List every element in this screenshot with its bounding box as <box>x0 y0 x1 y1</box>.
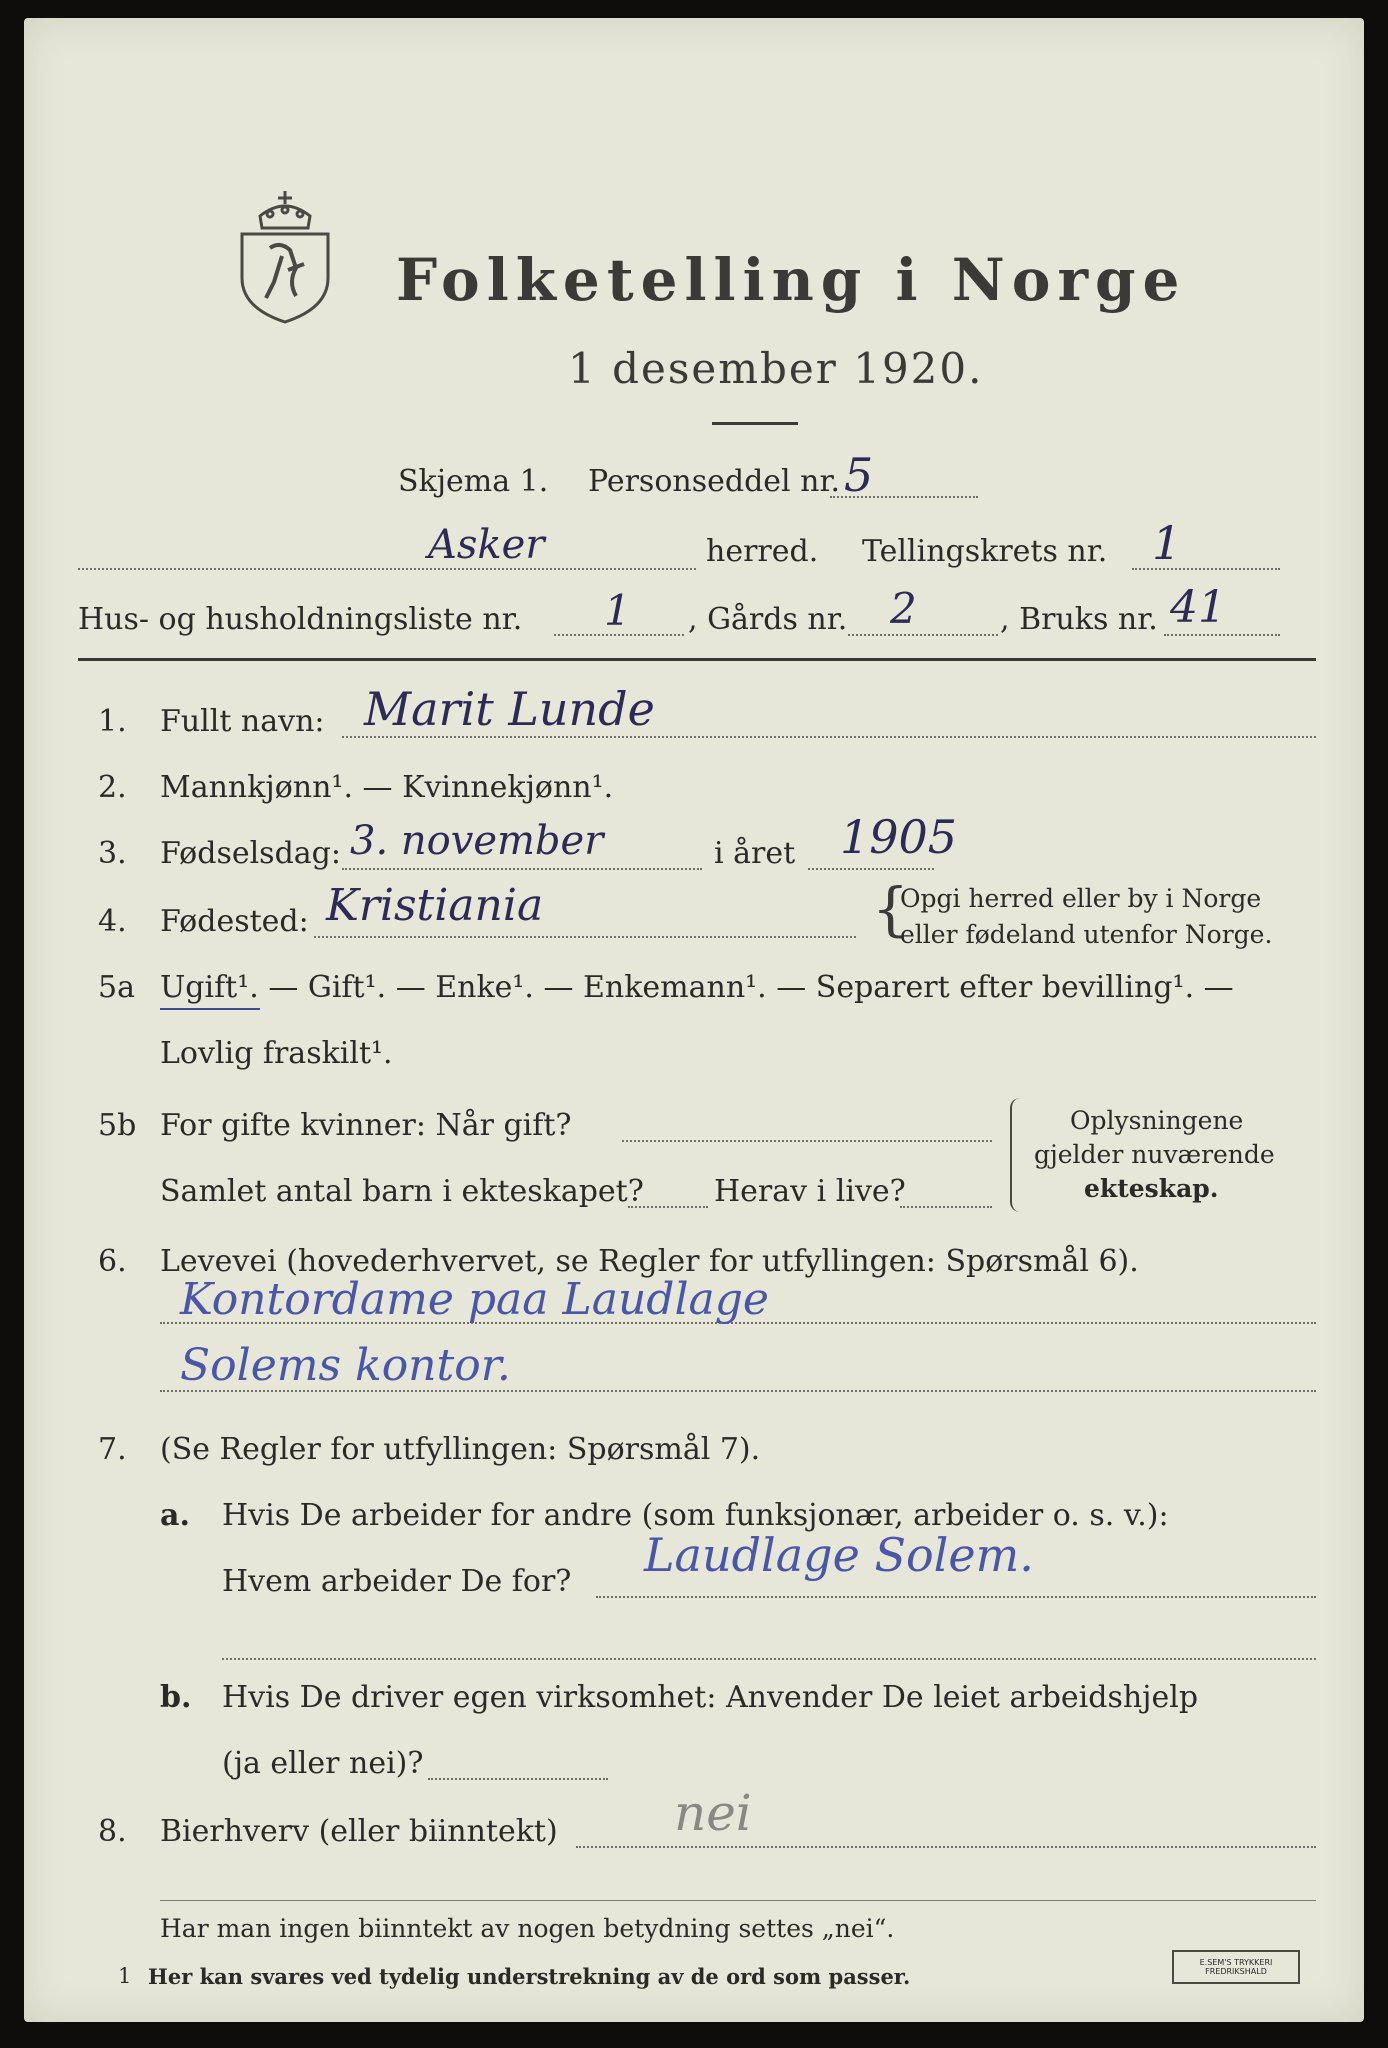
bruks-value[interactable]: 41 <box>1170 582 1226 633</box>
employer-line <box>596 1596 1316 1598</box>
marriage-note-bracket <box>1010 1098 1024 1212</box>
marriage-note-line2: gjelder nuværende <box>1034 1140 1275 1169</box>
q7-number: 7. <box>98 1432 127 1467</box>
printer-stamp <box>1172 1950 1300 1984</box>
form-title: Folketelling i Norge <box>396 246 1187 314</box>
husliste-label: Hus- og husholdningsliste nr. <box>78 602 523 637</box>
bruks-line <box>1164 634 1280 636</box>
personseddel-value[interactable]: 5 <box>844 448 874 502</box>
herred-line <box>78 568 696 570</box>
side-income-value[interactable]: nei <box>674 1784 752 1842</box>
gards-label: , Gårds nr. <box>688 602 848 637</box>
children-alive-label: Herav i live? <box>714 1174 906 1209</box>
q1-number: 1. <box>98 704 127 739</box>
birthday-line <box>342 868 702 870</box>
schema-label: Skjema 1. <box>398 464 549 499</box>
children-count-line <box>628 1206 708 1208</box>
employer-value[interactable]: Laudlage Solem. <box>644 1528 1034 1582</box>
birthday-value[interactable]: 3. november <box>350 818 604 864</box>
q5a-number: 5a <box>98 970 135 1005</box>
side-income-label: Bierhverv (eller biinntekt) <box>160 1814 558 1849</box>
q5b-number: 5b <box>98 1108 137 1143</box>
birthplace-line <box>314 936 856 938</box>
occupation-value-line1[interactable]: Kontordame paa Laudlage <box>180 1274 769 1325</box>
q3-number: 3. <box>98 836 127 871</box>
birthplace-note-line2: eller fødeland utenfor Norge. <box>900 920 1273 949</box>
q1-label: Fullt navn: <box>160 704 325 739</box>
q7b-letter: b. <box>160 1680 192 1715</box>
married-when-label: For gifte kvinner: Når gift? <box>160 1108 572 1143</box>
hired-help-label: (ja eller nei)? <box>222 1746 424 1781</box>
bruks-label: , Bruks nr. <box>1000 602 1158 637</box>
occupation-label: Levevei (hovederhvervet, se Regler for utfyllingen: Spørsmål 6). <box>160 1244 1139 1279</box>
birthplace-note-line1: Opgi herred eller by i Norge <box>900 884 1262 913</box>
year-label: i året <box>714 836 796 871</box>
footer-divider <box>160 1900 1316 1901</box>
gards-value[interactable]: 2 <box>890 584 917 633</box>
q4-number: 4. <box>98 904 127 939</box>
footer-note: Har man ingen biinntekt av nogen betydning settes „nei“. <box>160 1914 895 1943</box>
q3-label: Fødselsdag: <box>160 836 341 871</box>
census-form <box>24 18 1364 2022</box>
employer-label: Hvem arbeider De for? <box>222 1564 572 1599</box>
coat-of-arms-icon <box>230 186 340 326</box>
marriage-note-line1: Oplysningene <box>1070 1106 1244 1135</box>
q2-number: 2. <box>98 770 127 805</box>
gender-options: Mannkjønn¹. — Kvinnekjønn¹. <box>160 770 614 805</box>
herred-value[interactable]: Asker <box>428 522 545 568</box>
birth-year-value[interactable]: 1905 <box>840 810 958 864</box>
marriage-note-line3: ekteskap. <box>1084 1174 1219 1203</box>
personseddel-label: Personseddel nr. <box>588 464 841 499</box>
herred-label: herred. <box>706 534 819 569</box>
q7-label: (Se Regler for utfyllingen: Spørsmål 7). <box>160 1432 761 1467</box>
marital-status-options: Ugift¹. — Gift¹. — Enke¹. — Enkemann¹. — Separert efter bevilling¹. — <box>160 970 1234 1005</box>
married-when-line <box>622 1140 992 1142</box>
footnote-text: Her kan svares ved tydelig understrekning av de ord som passer. <box>148 1964 911 1989</box>
employer-line-2 <box>222 1658 1316 1660</box>
marital-status-options-line2: Lovlig fraskilt¹. <box>160 1036 393 1071</box>
q4-label: Fødested: <box>160 904 309 939</box>
q7b-line1: Hvis De driver egen virksomhet: Anvender De leiet arbeidshjelp <box>222 1680 1199 1715</box>
tellingskrets-label: Tellingskrets nr. <box>862 534 1108 569</box>
tellingskrets-value[interactable]: 1 <box>1152 516 1182 570</box>
birthplace-value[interactable]: Kristiania <box>326 880 544 931</box>
birth-year-line <box>808 868 934 870</box>
gards-line <box>848 634 998 636</box>
husliste-value[interactable]: 1 <box>604 586 631 635</box>
printer-line1: E.SEM'S TRYKKERI <box>1199 1958 1273 1967</box>
q8-number: 8. <box>98 1814 127 1849</box>
children-count-label: Samlet antal barn i ekteskapet? <box>160 1174 644 1209</box>
children-alive-line <box>900 1206 992 1208</box>
hired-help-line <box>428 1778 608 1780</box>
full-name-line <box>342 736 1316 738</box>
birthplace-note-brace: { <box>872 875 909 943</box>
full-name-value[interactable]: Marit Lunde <box>364 682 655 736</box>
q7a-line1: Hvis De arbeider for andre (som funksjonær, arbeider o. s. v.): <box>222 1498 1169 1533</box>
q7a-letter: a. <box>160 1498 190 1533</box>
occupation-value-line2[interactable]: Solems kontor. <box>180 1340 511 1391</box>
census-date: 1 desember 1920. <box>568 344 984 393</box>
printer-line2: FREDRIKSHALD <box>1205 1967 1267 1976</box>
q6-number: 6. <box>98 1244 127 1279</box>
side-income-line <box>576 1846 1316 1848</box>
footnote-number: 1 <box>118 1964 132 1988</box>
header-rule <box>78 658 1316 661</box>
title-divider <box>712 422 798 425</box>
ugift-underline <box>160 1008 260 1010</box>
